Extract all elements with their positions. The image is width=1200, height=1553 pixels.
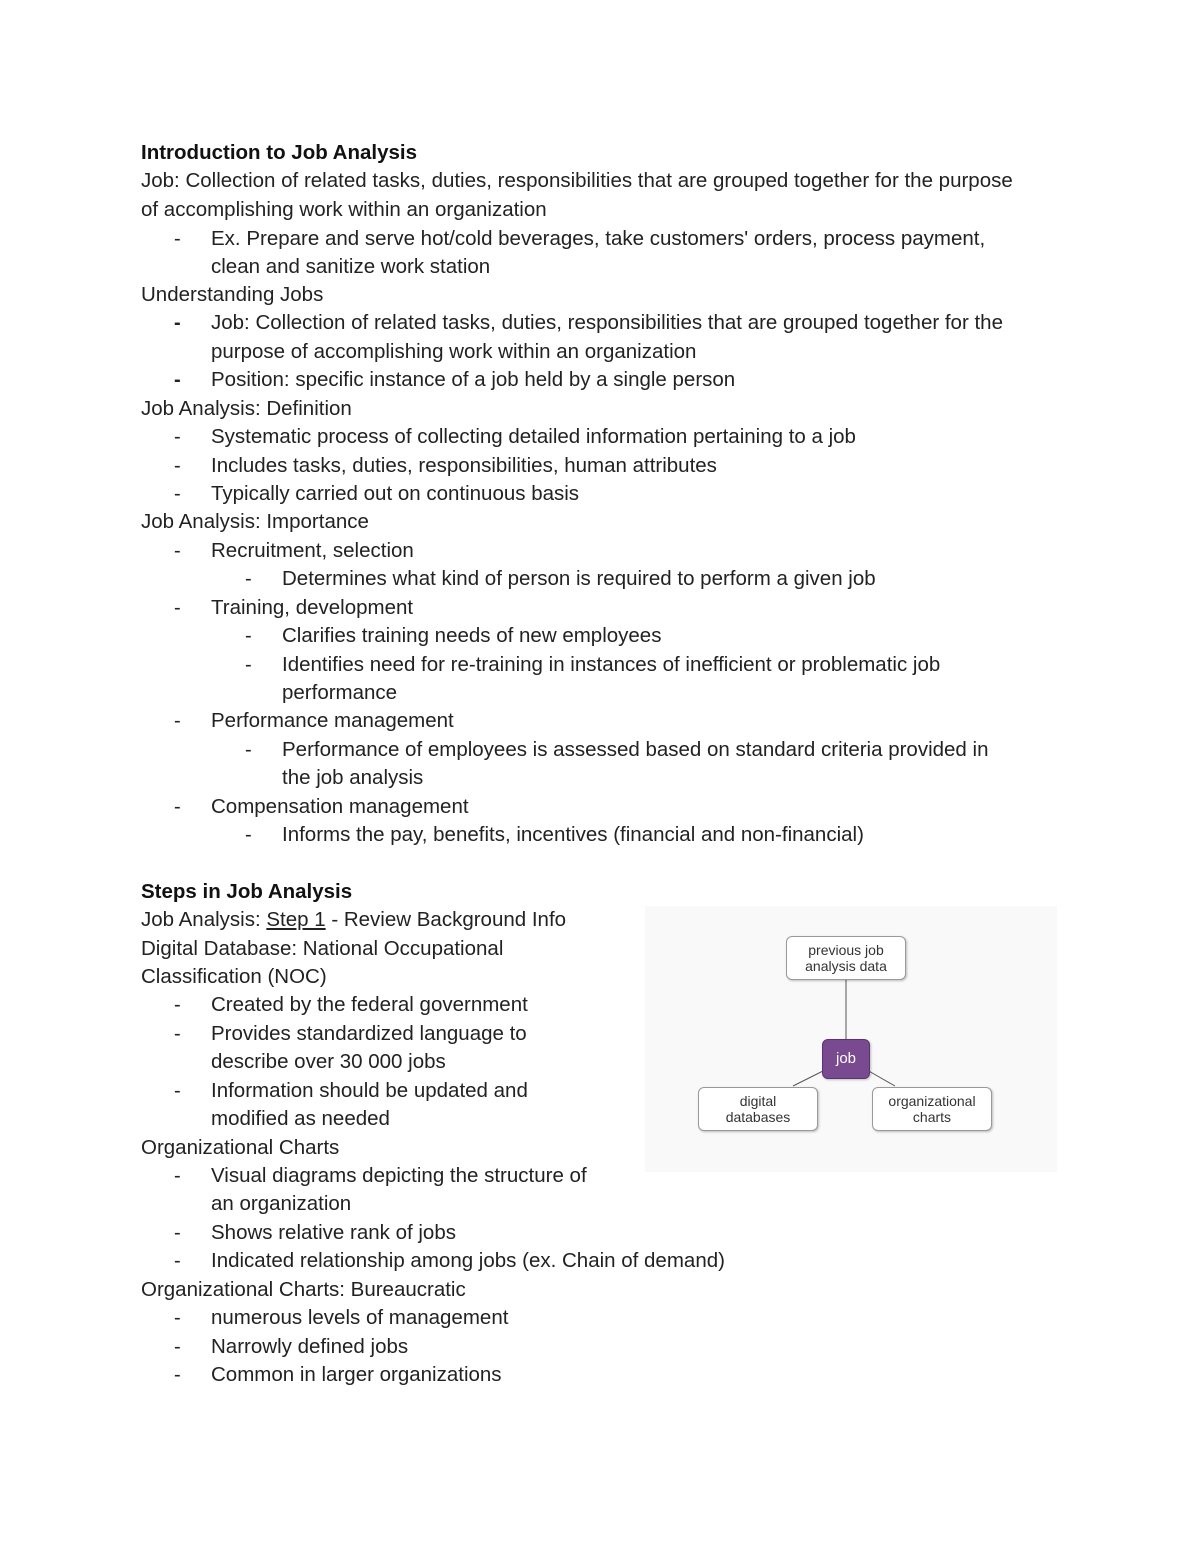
list-item: Visual diagrams depicting the structure of [211,1164,587,1187]
list-item-continuation: an organization [211,1192,352,1215]
bullet-dash: - [174,455,181,477]
bullet-dash: - [174,1307,181,1329]
paragraph-line: Digital Database: National Occupational [141,937,504,960]
subheading-importance: Job Analysis: Importance [141,510,369,533]
bullet-dash: - [174,228,181,250]
list-item-continuation: clean and sanitize work station [211,255,491,278]
sub-bullet-dash: - [245,824,252,846]
sub-bullet-dash: - [245,739,252,761]
step-line [141,906,566,934]
subheading-definition: Job Analysis: Definition [141,397,352,420]
list-item: Information should be updated and [211,1079,528,1102]
section-title-steps: Steps in Job Analysis [141,880,353,903]
list-item: Job: Collection of related tasks, duties, responsibilities that are grouped together for the [211,311,1003,334]
job-analysis-diagram [645,906,1057,1172]
list-item: Indicated relationship among jobs (ex. Chain of demand) [211,1249,725,1272]
step-suffix: - Review Background Info [325,908,567,931]
bullet-dash: - [174,483,181,505]
bullet-dash: - [174,796,181,818]
list-item: Training, development [211,596,414,619]
bullet-dash: - [174,1080,181,1102]
bullet-dash: - [174,1250,181,1272]
list-item: Includes tasks, duties, responsibilities, human attributes [211,454,717,477]
subheading-bureaucratic: Organizational Charts: Bureaucratic [141,1278,466,1301]
list-item: Common in larger organizations [211,1363,502,1386]
list-item: Ex. Prepare and serve hot/cold beverages, take customers' orders, process payment, [211,227,986,250]
list-item-continuation: purpose of accomplishing work within an organization [211,340,697,363]
subheading-understanding-jobs: Understanding Jobs [141,283,324,306]
bullet-dash: - [174,369,181,391]
list-item-continuation: describe over 30 000 jobs [211,1050,446,1073]
sub-list-item: Performance of employees is assessed based on standard criteria provided in [282,738,989,761]
list-item: Recruitment, selection [211,539,414,562]
bullet-dash: - [174,1023,181,1045]
list-item: Systematic process of collecting detailed information pertaining to a job [211,425,856,448]
node-digital-databases [698,1087,818,1131]
connector-right [867,1070,895,1086]
bullet-dash: - [174,994,181,1016]
paragraph-line: Job: Collection of related tasks, duties, responsibilities that are grouped together for the purpose [141,169,1013,192]
node-label-line: analysis data [805,958,887,974]
sub-bullet-dash: - [245,625,252,647]
sub-list-item: Determines what kind of person is required to perform a given job [282,567,876,590]
node-label-job: job [835,1050,857,1067]
bullet-dash: - [174,1336,181,1358]
node-label-line: organizational [888,1093,976,1109]
node-job [822,1039,870,1079]
bullet-dash: - [174,312,181,334]
subheading-org-charts: Organizational Charts [141,1136,340,1159]
sub-list-item-continuation: the job analysis [282,766,424,789]
sub-list-item-continuation: performance [282,681,398,704]
sub-list-item: Clarifies training needs of new employees [282,624,662,647]
list-item: Performance management [211,709,454,732]
section-title-intro: Introduction to Job Analysis [141,141,417,164]
connector-left [793,1070,825,1086]
bullet-dash: - [174,597,181,619]
list-item: Created by the federal government [211,993,528,1016]
list-item-continuation: modified as needed [211,1107,390,1130]
list-item: Typically carried out on continuous basis [211,482,580,505]
paragraph-line: Classification (NOC) [141,965,327,988]
list-item: Provides standardized language to [211,1022,527,1045]
sub-bullet-dash: - [245,568,252,590]
list-item: Compensation management [211,795,469,818]
node-previous-job-analysis-data [786,936,906,980]
list-item: Shows relative rank of jobs [211,1221,456,1244]
list-item: Position: specific instance of a job held by a single person [211,368,736,391]
node-label-line: digital [739,1093,777,1109]
list-item: Narrowly defined jobs [211,1335,409,1358]
bullet-dash: - [174,1364,181,1386]
list-item: numerous levels of management [211,1306,509,1329]
sub-list-item: Informs the pay, benefits, incentives (financial and non-financial) [282,823,864,846]
step-prefix: Job Analysis: [141,908,267,931]
node-organizational-charts [872,1087,992,1131]
bullet-dash: - [174,426,181,448]
bullet-dash: - [174,1165,181,1187]
node-label-line: charts [912,1109,952,1125]
sub-list-item: Identifies need for re-training in instances of inefficient or problematic job [282,653,941,676]
paragraph-line: of accomplishing work within an organization [141,198,547,221]
bullet-dash: - [174,710,181,732]
sub-bullet-dash: - [245,654,252,676]
step-1-link[interactable]: Step 1 [266,908,326,931]
bullet-dash: - [174,540,181,562]
node-label-line: previous job [808,942,884,958]
bullet-dash: - [174,1222,181,1244]
node-label-line: databases [725,1109,791,1125]
